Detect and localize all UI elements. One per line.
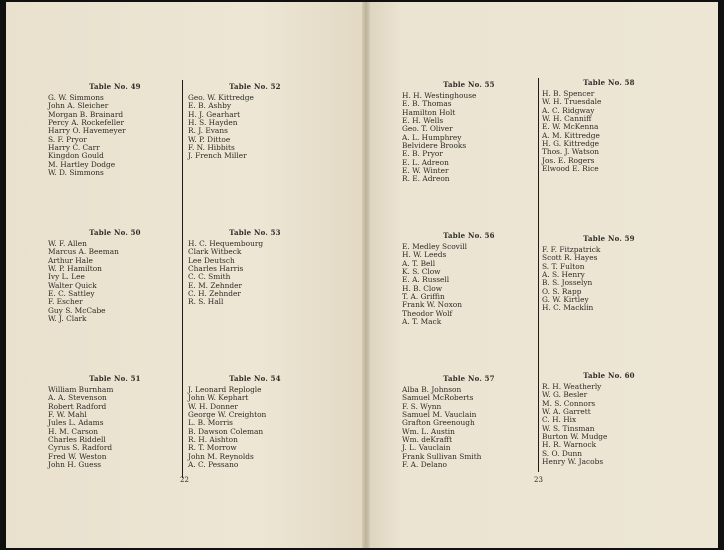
list-item: E. B. Pryor: [402, 149, 443, 159]
list-item: R. J. Evans: [188, 126, 228, 136]
list-item: John W. Kephart: [188, 393, 249, 403]
list-item: W. A. Garrett: [542, 407, 591, 417]
list-item: H. R. Warnock: [542, 440, 597, 450]
list-item: H. G. Kittredge: [542, 139, 600, 149]
list-item: E. B. Thomas: [402, 99, 452, 109]
name-list: [48, 240, 119, 323]
table-title: Table No. 49: [89, 82, 141, 91]
list-item: W. G. Besler: [542, 390, 588, 400]
list-item: Walter Quick: [48, 280, 97, 290]
list-item: F. S. Wynn: [402, 401, 442, 411]
list-item: Hamilton Holt: [402, 107, 456, 117]
list-item: Jos. E. Rogers: [542, 155, 595, 165]
list-item: W. H. Canniff: [542, 114, 592, 124]
list-item: G. W. Kirtley: [542, 295, 589, 305]
table-title: Table No. 50: [89, 228, 141, 237]
list-item: Fred W. Weston: [48, 451, 107, 461]
list-item: Marcus A. Beeman: [48, 247, 119, 257]
list-item: Frank W. Noxon: [402, 300, 462, 310]
list-item: Jules L. Adams: [48, 418, 104, 428]
list-item: Guy S. McCabe: [48, 305, 106, 315]
list-item: Thos. J. Watson: [542, 147, 600, 157]
list-item: F. A. Delano: [402, 460, 447, 470]
name-list: [542, 90, 601, 173]
name-list: [48, 94, 126, 177]
list-item: John H. Guess: [48, 460, 102, 470]
list-item: E. C. Sattley: [48, 289, 95, 299]
name-list: [48, 386, 113, 469]
list-item: George W. Creighton: [188, 410, 267, 420]
list-item: A. T. Bell: [402, 258, 436, 268]
list-item: A. C. Ridgway: [542, 105, 595, 115]
table-title: Table No. 51: [89, 374, 141, 383]
list-item: S. O. Dunn: [542, 448, 583, 458]
list-item: R. H. Aishton: [188, 435, 238, 445]
name-list: [542, 383, 607, 466]
list-item: H. B. Spencer: [542, 89, 595, 98]
list-item: Harry C. Carr: [48, 143, 100, 153]
name-list: [402, 386, 481, 469]
list-item: E. W. McKenna: [542, 122, 599, 132]
list-item: J. French Miller: [188, 151, 247, 161]
name-list: [188, 94, 254, 161]
list-item: John M. Reynolds: [188, 451, 254, 461]
page-number-right: 23: [534, 476, 543, 484]
list-item: E. Medley Scovill: [402, 242, 467, 251]
list-item: G. W. Simmons: [48, 93, 104, 102]
list-item: J. Leonard Replogle: [188, 385, 262, 394]
list-item: Elwood E. Rice: [542, 164, 599, 174]
list-item: Grafton Greenough: [402, 418, 475, 428]
table-title: Table No. 59: [583, 234, 635, 243]
book-gutter: [362, 2, 370, 548]
list-item: R. H. Weatherly: [542, 382, 602, 391]
table-title: Table No. 54: [229, 374, 281, 383]
list-item: S. T. Fulton: [542, 261, 585, 271]
list-item: Theodor Wolf: [402, 308, 453, 318]
table-title: Table No. 53: [229, 228, 281, 237]
list-item: H. J. Gearhart: [188, 109, 241, 119]
list-item: C. C. Smith: [188, 272, 231, 282]
list-item: W. D. Simmons: [48, 168, 104, 178]
list-item: John A. Sleicher: [48, 101, 109, 111]
list-item: E. L. Adreon: [402, 157, 449, 167]
list-item: W. P. Dittoe: [188, 134, 231, 144]
name-list: [402, 243, 467, 326]
name-list: [542, 246, 600, 313]
list-item: F. W. Mahl: [48, 410, 87, 420]
list-item: Charles Harris: [188, 264, 244, 274]
page-number-left: 22: [180, 476, 189, 484]
list-item: C. H. Hix: [542, 415, 577, 425]
list-item: Wm. deKrafft: [402, 435, 453, 445]
list-item: R. S. Hall: [188, 297, 224, 307]
right-page-divider: [538, 78, 539, 472]
list-item: Kingdon Gould: [48, 151, 104, 161]
list-item: W. P. Hamilton: [48, 264, 102, 274]
table-title: Table No. 60: [583, 371, 635, 380]
list-item: Alba B. Johnson: [402, 385, 462, 394]
list-item: J. L. Vauclain: [402, 443, 451, 453]
list-item: S. F. Pryor: [48, 134, 87, 144]
list-item: W. H. Truesdale: [542, 97, 602, 107]
list-item: Samuel M. Vauclain: [402, 410, 477, 420]
list-item: Arthur Hale: [48, 255, 93, 265]
list-item: E. B. Ashby: [188, 101, 232, 111]
list-item: F. F. Fitzpatrick: [542, 245, 601, 254]
list-item: Cyrus S. Radford: [48, 443, 113, 453]
list-item: O. S. Rapp: [542, 286, 582, 296]
list-item: K. S. Clow: [402, 267, 441, 277]
list-item: R. T. Morrow: [188, 443, 237, 453]
list-item: H. B. Clow: [402, 283, 443, 293]
list-item: E. W. Winter: [402, 166, 449, 176]
list-item: H. M. Carson: [48, 426, 99, 436]
name-list: [402, 92, 476, 184]
list-item: Frank Sullivan Smith: [402, 451, 482, 461]
list-item: A. M. Kittredge: [542, 130, 600, 140]
list-item: W. H. Donner: [188, 401, 238, 411]
list-item: A. A. Stevenson: [48, 393, 107, 403]
list-item: R. E. Adreon: [402, 174, 450, 184]
name-list: [188, 240, 263, 307]
list-item: B. Dawson Coleman: [188, 426, 264, 436]
list-item: B. S. Josselyn: [542, 278, 593, 288]
name-list: [188, 386, 266, 469]
list-item: A. T. Mack: [402, 317, 442, 327]
list-item: W. S. Tinsman: [542, 423, 595, 433]
list-item: Scott R. Hayes: [542, 253, 598, 263]
list-item: Ivy L. Lee: [48, 272, 85, 282]
list-item: Wm. L. Austin: [402, 426, 455, 436]
left-page-divider: [182, 80, 183, 478]
list-item: H. W. Leeds: [402, 250, 447, 260]
list-item: H. C. Macklin: [542, 303, 594, 313]
list-item: Clark Witbeck: [188, 247, 242, 257]
list-item: Morgan B. Brainard: [48, 109, 124, 119]
list-item: Burton W. Mudge: [542, 432, 608, 442]
list-item: A. S. Henry: [542, 270, 585, 280]
list-item: Robert Radford: [48, 401, 107, 411]
table-title: Table No. 57: [443, 374, 495, 383]
list-item: Geo. T. Oliver: [402, 124, 453, 134]
list-item: M. Hartley Dodge: [48, 159, 116, 169]
list-item: H. H. Westinghouse: [402, 91, 477, 100]
list-item: William Burnham: [48, 385, 114, 394]
list-item: Samuel McRoberts: [402, 393, 474, 403]
list-item: Lee Deutsch: [188, 255, 235, 265]
list-item: H. C. Hequembourg: [188, 239, 264, 248]
list-item: F. Escher: [48, 297, 83, 307]
list-item: H. S. Hayden: [188, 118, 238, 128]
list-item: C. H. Zehnder: [188, 289, 241, 299]
list-item: Belvidere Brooks: [402, 141, 467, 151]
list-item: Geo. W. Kittredge: [188, 93, 254, 102]
table-title: Table No. 58: [583, 78, 635, 87]
table-title: Table No. 55: [443, 80, 495, 89]
table-title: Table No. 56: [443, 231, 495, 240]
list-item: A. C. Pessano: [188, 460, 239, 470]
table-title: Table No. 52: [229, 82, 281, 91]
list-item: Percy A. Rockefeller: [48, 118, 124, 128]
list-item: W. J. Clark: [48, 314, 87, 324]
list-item: Henry W. Jacobs: [542, 457, 604, 467]
list-item: E. M. Zehnder: [188, 280, 243, 290]
list-item: L. B. Morris: [188, 418, 233, 428]
list-item: F. N. Hibbits: [188, 143, 235, 153]
list-item: A. L. Humphrey: [402, 132, 462, 142]
list-item: Harry O. Havemeyer: [48, 126, 126, 136]
list-item: M. S. Connors: [542, 398, 596, 408]
list-item: Charles Riddell: [48, 435, 106, 445]
list-item: T. A. Griffin: [402, 292, 445, 302]
list-item: W. F. Allen: [48, 239, 87, 248]
list-item: E. A. Russell: [402, 275, 450, 285]
list-item: E. H. Wells: [402, 116, 444, 126]
